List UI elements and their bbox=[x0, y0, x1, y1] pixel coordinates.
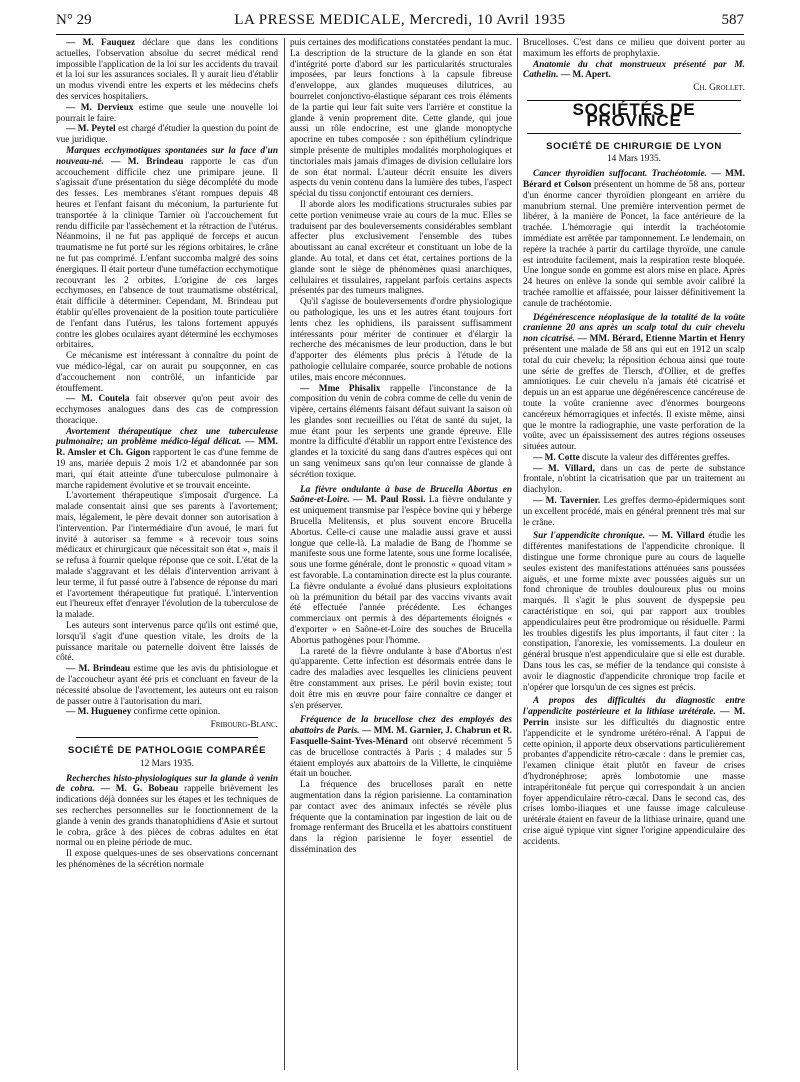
paragraph: Sur l'appendicite chronique. — M. Villard étudie les différentes manifestations de l'appendicite chronique. Il distingue une forme chronique pure au cours de laquelle seules existent des manifestations atténuées sans poussées aiguës, et une forme mixte avec poussées aiguës sur un fond chronique de troubles douloureux plus ou moins marqués. Il s'agit le plus souvent de dyspepsie peu caractéristique en soi, qui par rapport aux troubles appendiculaires peut être prodromique ou résiduelle. Parmi les troubles digestifs les plus importants, il faut citer : la constipation, l'anorexie, les vomissements. La douleur en général brusque n'est appendiculaire que si elle est durable. Dans tous les cas, se méfier de la tendance qui consiste à avoir le diagnostic d'appendicite chronique trop facile et n'opérer que lorsqu'un de ces signes est précis. bbox=[523, 531, 745, 693]
section-divider bbox=[76, 737, 258, 738]
paragraph: — M. Coutela fait observer qu'on peut avoir des ecchymoses analogues dans des cas de compression thoracique. bbox=[56, 394, 278, 426]
paragraph: — M. Hugueney confirme cette opinion. bbox=[66, 707, 221, 718]
paragraph: L'avortement thérapeutique s'imposait d'urgence. La malade consentait ainsi que ses parents à l'avortement; mais, légalement, le père devait donner son autorisation à l'intervention. Par l'intermédiaire d'un avoué, le mari fut invité à autoriser sa femme « à recevoir tous soins médicaux et chirurgicaux que nécessitait son état », mais il se refusa à fournir quelque réponse que ce soit. L'état de la malade s'aggravant et les délais d'intervention arrivant à leur terme, il fut passé outre à l'absence de réponse du mari et l'avortement thérapeutique fut pratiqué. L'intervention eut l'heureux effet d'enrayer l'évolution de la tuberculose de la malade. bbox=[56, 491, 278, 621]
paragraph: Brucelloses. C'est dans ce milieu que doivent porter au maximum les efforts de prophylaxie. bbox=[523, 38, 745, 59]
column-separator bbox=[517, 38, 518, 1070]
paragraph: La rareté de la fièvre ondulante à base d'Abortus n'est qu'apparente. Cette infection est désormais entrée dans le cadre des maladies avec lesquelles les cliniciens peuvent être constamment aux prises. Le péril bovin existe; tout doit être mis en œuvre pour faire connaître ce danger et s'en préserver. bbox=[290, 646, 512, 711]
paragraph: Recherches histo-physiologiques sur la glande à venin de cobra. — M. G. Bobeau rappelle brièvement les indications déjà données sur les étapes et les techniques de ses recherches personnelles sur le fonctionnement de la glande à venin des grands thanatophidiens d'Asie et surtout le cobra, grâce à des pièces de cobras adultes en état normal ou en pleine période de muc. bbox=[56, 773, 278, 849]
article-title: Marques ecchymotiques spontanées sur la face d'un nouveau-né. bbox=[56, 145, 278, 167]
paragraph: La fréquence des brucelloses paraît en nette augmentation dans la région parisienne. La contamination par contact avec des animaux infectés se révèle plus fréquente que la contamination par ingestion de lait ou de fromage renfermant des Brucella et les abattoirs constituent dans la région parisienne le foyer essentiel de dissémination des bbox=[290, 780, 512, 855]
paragraph: Il expose quelques-unes de ses observations concernant les phénomènes de la sécrétion normale bbox=[56, 849, 278, 870]
paragraph: Dégénérescence néoplasique de la totalité de la voûte cranienne 20 ans après un scalp total du cuir chevelu non cicatrisé. — MM. Bérard, Etienne Martin et Henry présentent une malade de 58 ans qui eut en 1912 un scalp total du cuir chevelu; la réposition échoua ainsi que toute une série de greffes de Tiersch, d'Ollier, et de greffes amniotiques. Le cuir chevelu n'a jamais été cicatrisé et depuis un an est apparue une dégénérescence cancéreuse de toute la voûte cranienne avec d'énormes bourgeons cancéreux hémorragiques et infectés. Il existe même, ainsi que le montre la radiographie, une vaste perforation de la voûte, avec un épaississement des autres régions osseuses situées autour. bbox=[523, 312, 745, 453]
paragraph: Ce mécanisme est intéressant à connaître du point de vue médico-légal, car on aurait pu soupçonner, en cas d'accouchement non contrôlé, un infanticide par étouffement. bbox=[56, 351, 278, 394]
paragraph: — M. Villard, dans un cas de perte de substance frontale, n'obtint la cicatrisation que par un traitement au diachylon. bbox=[523, 463, 745, 496]
paragraph: Anatomie du chat monstrueux présenté par M. Cathelin. — M. Apert. bbox=[523, 59, 745, 81]
paragraph: Marques ecchymotiques spontanées sur la face d'un nouveau-né. — M. Brindeau rapporte le cas d'un accouchement difficile chez une primipare jeune. Il s'agissait d'une présentation du siège décomplété du mode des fesses. Les membranes s'étant rompues depuis 48 heures et l'enfant faisant du méconium, la parturiente fut transportée à la clinique Tarnier où l'accouchement fut rendu difficile par l'assèchement et la rétraction de l'utérus. Néanmoins, il ne fut pas appliqué de forceps et aucun traumatisme ne fut porté sur les régions orbitaires, le crâne ne fut pas comprimé. L'enfant succomba malgré des soins énergiques. Il était porteur d'une tuméfaction ecchymotique recouvrant les 2 orbites. L'origine de ces larges ecchymoses, en l'absence de tout traumatisme obstétrical, était difficile à déterminer. Cependant, M. Brindeau put établir qu'elles provenaient de la position toute particulière de l'enfant dans l'utérus, les talons fortement appuyés contre les globes oculaires ayant déterminé les ecchymoses orbitaires. bbox=[56, 145, 278, 351]
paragraph: — M. Peytel est chargé d'étudier la question du point de vue juridique. bbox=[56, 124, 278, 146]
article-title: Cancer thyroïdien suffocant. Trachéotomie. bbox=[533, 169, 707, 180]
paragraph: — Mme Phisalix rappelle l'inconstance de la composition du venin de cobra comme de celle du venin de vipère, certains éléments faisant défaut suivant la saison où les glandes sont recueillies ou l'état de santé du sujet, la mue étant pour les serpents une grande épreuve. Elle montre la difficulté d'établir un rapport entre l'existence des glandes et la toxicité du sang dans d'autres espèces qui ont un sang venimeux sans qu'on leur connaisse de glande à sécrétion toxique. bbox=[290, 383, 512, 480]
paragraph: Fréquence de la brucellose chez des employés des abattoirs de Paris. — MM. M. Garnier, J. Chabrun et R. Fasquelle-Saint-Yves-Ménard ont observé récemment 5 cas de brucellose contractés à Paris ; 4 malades sur 5 étaient employés aux abattoirs de la Villette, le cinquième était un boucher. bbox=[290, 715, 512, 780]
page-header bbox=[56, 12, 744, 34]
paragraph: puis certaines des modifications constatées pendant la muc. La description de la structure de la glande en son état d'intégrité porte d'abord sur les particularités structurales imposées, par leurs fonctions à la capsule fibreuse d'enveloppe, aux glandes muqueuses dilutrices, au bourrelet conjonctivo-élastique séparant ces trois éléments de la partie qui leur fait suite vers l'arrière et constitue la glande à venin proprement dite. Cette glande, qui joue aussi un rôle endocrine, est une glande monoptyche apocrine en tubes composée : son épithélium cylindrique simple présente de multiples modalités morphologiques et tinctoriales mais jamais d'images de division cellulaire lors de son état normal. L'auteur décrit ensuite les divers aspects du venin contenu dans la lumière des tubes, l'aspect spécial du tissu conjonctif entourant ces derniers. bbox=[290, 38, 512, 200]
article-title: Recherches histo-physiologiques sur la glande à venin de cobra. bbox=[56, 773, 278, 795]
paragraph: — M. Brindeau estime que les avis du phtisiologue et de l'accoucheur ayant été pris et concluant en faveur de la nécessité absolue de l'avortement, les auteurs ont eu raison de passer outre à l'autorisation du mari. bbox=[56, 664, 278, 707]
paragraph: Il aborde alors les modifications structurales subies par cette portion venimeuse vraie au cours de la muc. Elles se traduisent par des bouleversements considérables semblant affecter plus exclusivement l'ensemble des tubes aboutissant au canal excréteur et constituant un lobe de la glande. Au total, et dans cet état, certaines portions de la glande sont le siège de phénomènes quasi anarchiques, cellulaires et tissulaires, rappelant parfois certains aspects présentés par des tumeurs malignes. bbox=[290, 199, 512, 297]
paragraph: — M. Tavernier. Les greffes dermo-épidermiques sont un excellent procédé, mais en général prennent très mal sur le crâne. bbox=[523, 496, 745, 528]
article-title: La fièvre ondulante à base de Brucella Abortus en Saône-et-Loire. bbox=[290, 484, 512, 506]
article-title: A propos des difficultés du diagnostic entre l'appendicite postérieure et la lithiase urétérale. bbox=[523, 696, 745, 718]
paragraph: La fièvre ondulante à base de Brucella Abortus en Saône-et-Loire. — M. Paul Rossi. La fièvre ondulante y est uniquement transmise par l'espèce bovine qui y héberge Brucella Melitensis, et plus souvent encore Brucella Abortus. Celle-ci cause une maladie aussi grave et aussi longue que celle-là. La maladie de Bang de l'homme se manifeste sous une forme latente, sous une forme localisée, sous une forme générale, dont le pronostic « quoad vitam » est favorable. La contamination directe est la plus courante. La fièvre ondulante a évolué dans plusieurs exploitations où la prémunition du bétail par des vaccins vivants avait été effectuée l'année précédente. Les échanges commerciaux ont permis à des départements éloignés « d'exporter » en Saône-et-Loire des souches de Brucella Abortus pathogènes pour l'homme. bbox=[290, 484, 512, 646]
section-title: SOCIÉTÉ DE PATHOLOGIE COMPARÉE bbox=[67, 745, 267, 756]
header-rule bbox=[56, 34, 744, 35]
main-section-title: SOCIÉTÉS DE PROVINCE bbox=[572, 99, 696, 130]
column-left bbox=[56, 38, 278, 871]
section-title: SOCIÉTÉ DE CHIRURGIE DE LYON bbox=[546, 140, 722, 152]
column-separator bbox=[284, 38, 285, 1070]
article-title: Sur l'appendicite chronique. bbox=[533, 531, 646, 542]
column-right bbox=[523, 38, 745, 848]
article-title: Dégénérescence néoplasique de la totalité de la voûte cranienne 20 ans après un scalp total du cuir chevelu non cicatrisé. bbox=[523, 312, 745, 345]
journal-title: LA PRESSE MEDICALE, Mercredi, 10 Avril 1935 bbox=[234, 12, 566, 28]
paragraph: Les auteurs sont intervenus parce qu'ils ont estimé que, lorsqu'il s'agit d'une question vitale, les droits de la puissance maritale ou paternelle doivent être laissés de côté. bbox=[56, 621, 278, 664]
section-divider bbox=[527, 133, 741, 134]
signature: Ch. Grollet. bbox=[693, 83, 745, 94]
section-date: 12 Mars 1935. bbox=[140, 758, 194, 769]
paragraph: Qu'il s'agisse de bouleversements d'ordre physiologique ou pathologique, les uns et les autres étant toujours fort lents chez les ophidiens, ils paraissent suffisamment intéressants pour mériter de continuer et d'élargir la recherche des mécanismes de leur production, dans le but d'apporter des éléments plus précis à l'étude de la pathologie cellulaire comparée, source probable de notions utiles, mais encore méconnues. bbox=[290, 297, 512, 383]
column-middle bbox=[290, 38, 512, 856]
page-number: 587 bbox=[721, 12, 744, 28]
section-date: 14 Mars 1935. bbox=[607, 154, 661, 165]
article-title: Fréquence de la brucellose chez des employés des abattoirs de Paris. bbox=[290, 715, 512, 737]
article-title: Anatomie du chat monstrueux présenté par M. Cathelin. bbox=[523, 59, 745, 81]
article-title: Avortement thérapeutique chez une tuberculeuse pulmonaire; un problème médico-légal délicat. bbox=[56, 426, 278, 448]
paragraph: Cancer thyroïdien suffocant. Trachéotomie. — MM. Bérard et Colson présentent un homme de 58 ans, porteur d'un énorme cancer thyroïdien plongeant en arrière du manubrium sternal. Une première intervention permet de libérer, à la manière de Poncet, la face antérieure de la trachée. L'hémorragie qui interdit la trachéotomie immédiate est arrêtée par tamponnement. Le lendemain, on repère la trachée à partir du cartilage thyroïde, une canule est introduite facilement, mais la respiration reste bloquée. Une longue sonde en gomme est alors mise en place. Après 24 heures on enlève la sonde qui semble avoir calibré la trachée ramollie et affaissée, pour laisser définitivement la canule de trachéotomie. bbox=[523, 169, 746, 309]
paragraph: — M. Fauquez déclare que dans les conditions actuelles, l'observation absolue du secret médical rend impossible l'application de la loi sur les accidents du travail et la loi sur les assurances sociales. Il y aurait lieu d'établir un modus vivendi entre les experts et les médecins chefs des services hospitaliers. bbox=[56, 38, 279, 102]
paragraph: Avortement thérapeutique chez une tuberculeuse pulmonaire; un problème médico-légal délicat. — MM. R. Amsler et Ch. Gigon rapportent le cas d'une femme de 19 ans, mariée depuis 2 mois 1/2 et abandonnée par son mari, qui était atteinte d'une tuberculose pulmonaire à marche rapidement évolutive et se trouvait enceinte. bbox=[56, 426, 279, 491]
paragraph: — M. Dervieux estime que seule une nouvelle loi pourrait le faire. bbox=[56, 102, 278, 124]
paragraph: — M. Cotte discute la valeur des différentes greffes. bbox=[533, 452, 730, 463]
signature: Fribourg-Blanc. bbox=[210, 720, 278, 731]
issue-number: N° 29 bbox=[56, 12, 92, 28]
paragraph: A propos des difficultés du diagnostic entre l'appendicite postérieure et la lithiase urétérale. — M. Perrin insiste sur les difficultés du diagnostic entre l'appendicite et le syndrome urétéro-rénal. A l'appui de cette opinion, il apporte deux observations particulièrement probantes d'appendicite rétro-cæcale : dans le premier cas, l'examen clinique était plutôt en faveur de crises d'hydronéphrose; après lombotomie une masse intrapéritonéale fut perçue qui correspondait à un ancien foyer appendiculaire rétro-cæcal. Dans le second cas, des crises lombo-iliaques et une fausse image calculeuse urétérale étaient en faveur de la lithiase urinaire, quand une crise aiguë typique vint signer l'origine appendiculaire des accidents. bbox=[523, 696, 745, 847]
